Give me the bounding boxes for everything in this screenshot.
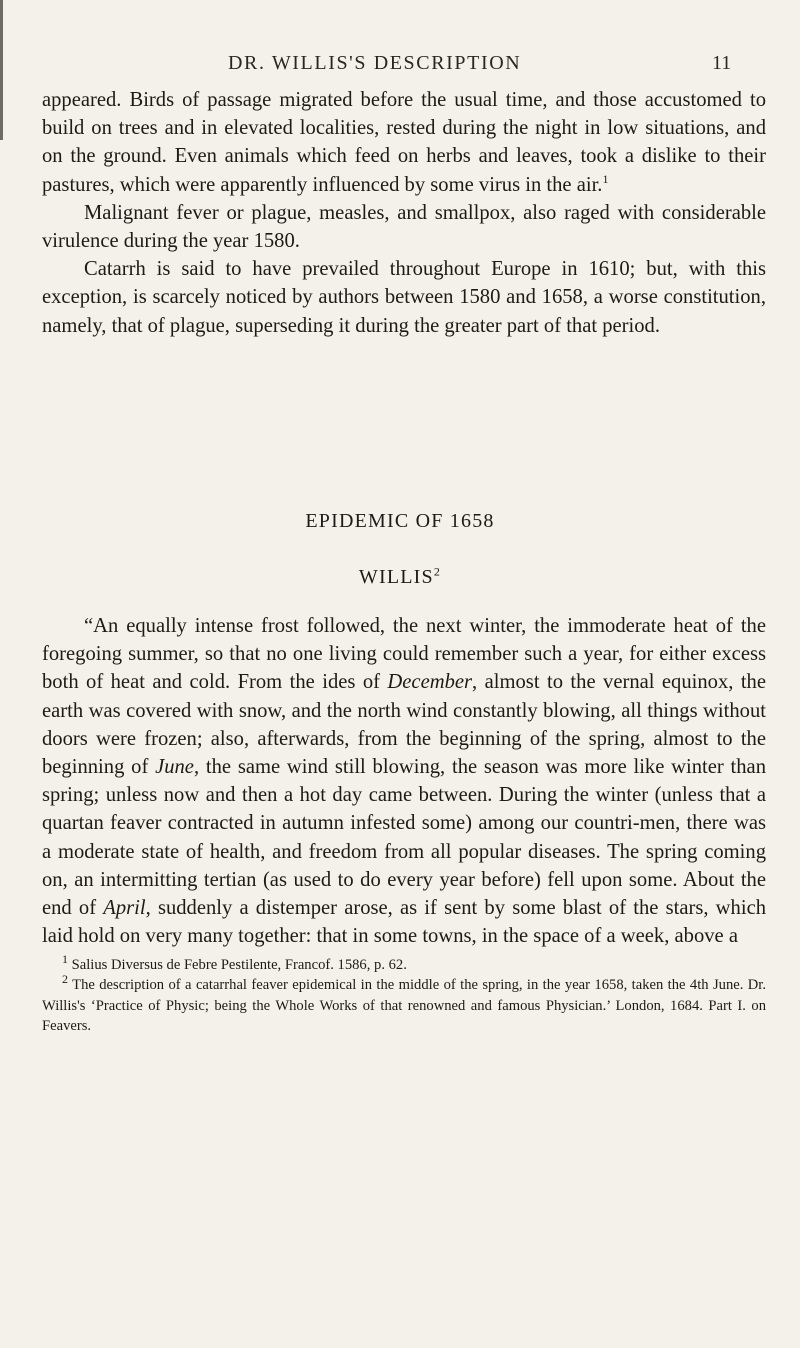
paragraph: appeared. Birds of passage migrated before the usual time, and those accustomed to build on trees and in elevated localities, rested during the night in low situations, and on the ground. Even animals which feed on herbs and leaves, took a dislike to their pastures, which were apparently influenced by some virus in the air.$^1$ xyxy=(42,89,766,196)
paragraph: Malignant fever or plague, measles, and smallpox, also raged with considerable virulence during the year 1580. xyxy=(42,201,766,253)
author-heading: WILLIS$^2$ xyxy=(358,564,442,588)
footnotes xyxy=(42,952,767,1037)
opening-text xyxy=(42,86,766,340)
footnote: $^2$ The description of a catarrhal feaver epidemical in the middle of the spring, in the year 1658, taken the 4th June. Dr. Willis's ‘Practice of Physic; being the Whole Works of that renowned and famous Physician.’ London, 1684. Part I. on Feavers. xyxy=(42,972,767,1035)
section-heading: EPIDEMIC OF 1658 xyxy=(305,510,495,532)
footnote: $^1$ Salius Diversus de Febre Pestilente, Francof. 1586, p. 62. xyxy=(62,952,407,973)
quotation xyxy=(42,612,766,950)
running-head: DR. WILLIS'S DESCRIPTION xyxy=(228,52,522,74)
paragraph: Catarrh is said to have prevailed throughout Europe in 1610; but, with this exception, is scarcely noticed by authors between 1580 and 1658, a worse constitution, namely, that of plague, superseding it during the greater part of that period. xyxy=(42,258,766,337)
footnote-mark: 1 xyxy=(602,171,609,186)
page-header xyxy=(0,50,800,86)
quote-paragraph: “An equally intense frost followed, the next winter, the immoderate heat of the foregoing summer, so that no one living could remember such a year, for either excess both of heat and cold. From the ides of December, almost to the vernal equinox, the earth was covered with snow, and the north wind constantly blowing, all things without doors were frozen; also, afterwards, from the beginning of the spring, almost to the beginning of June, the same wind still blowing, the season was more like winter than spring; unless now and then a hot day came between. During the winter (unless that a quartan feaver contracted in autumn infested some) among our countri-men, there was a moderate state of health, and freedom from all popular diseases. The spring coming on, an intermitting tertian (as used to do every year before) fell upon some. About the end of April, suddenly a distemper arose, as if sent by some blast of the stars, which laid hold on very many together: that in some towns, in the space of a week, above a xyxy=(42,615,767,948)
footnote-mark: 2 xyxy=(433,564,442,579)
page-number: 11 xyxy=(712,52,732,74)
